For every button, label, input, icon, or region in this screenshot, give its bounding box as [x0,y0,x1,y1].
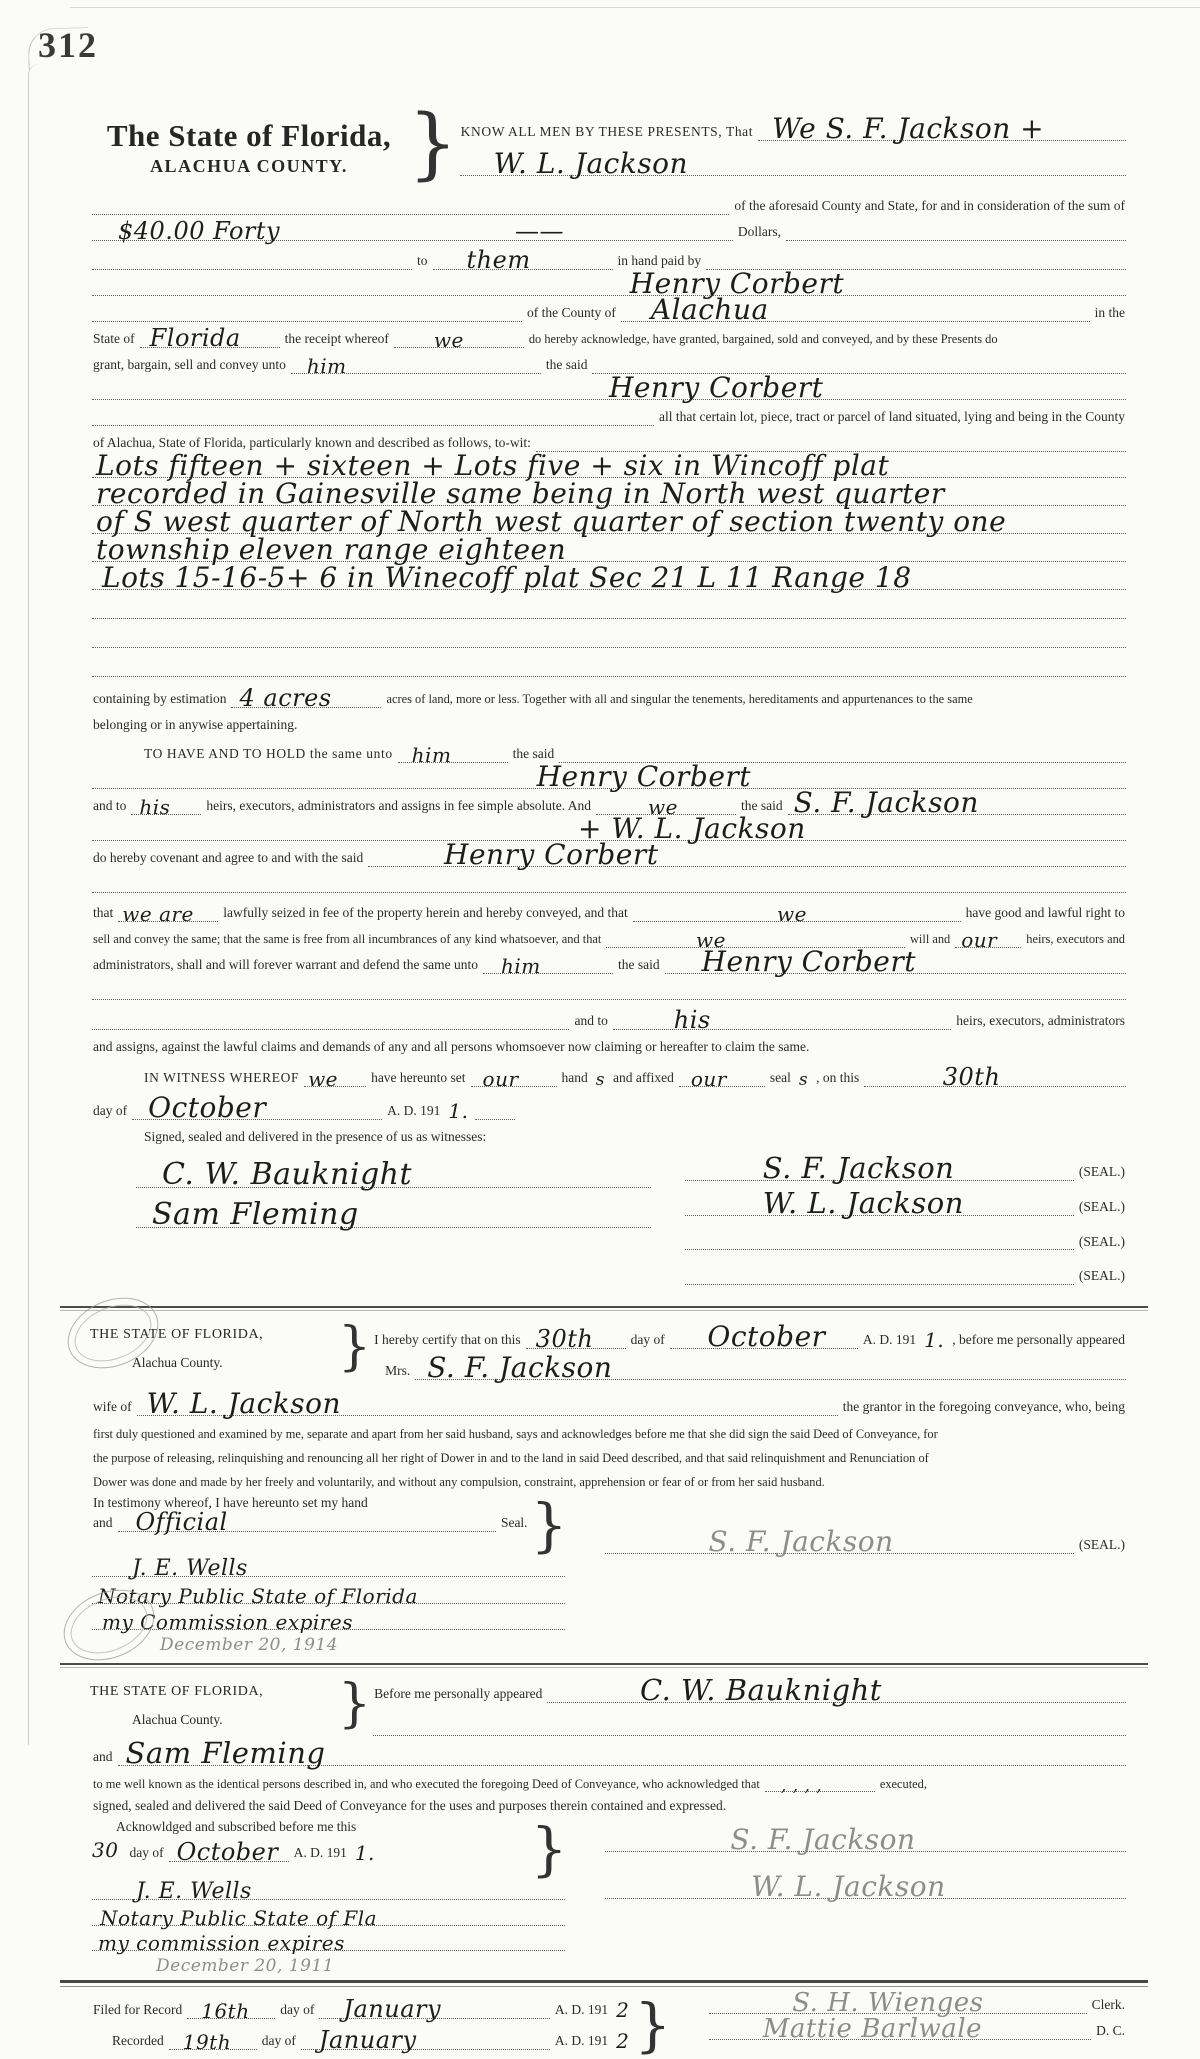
dotted-blank [605,1525,1073,1559]
printed-text: that [93,904,114,920]
section-divider [60,1663,1148,1668]
dower-acknowledgment [90,1317,1128,1389]
printed-text: wife of [93,1399,132,1415]
seal-label: (SEAL.) [1078,1268,1125,1284]
handwritten-description: recorded in Gainesville same being in North west quarter [96,476,945,510]
printed-text: do hereby acknowledge, have granted, bargained, sold and conveyed, and by these Presents do [528,332,998,347]
dotted-blank [92,1610,565,1635]
dotted-blank [187,1999,275,2024]
handwritten-entry: our [961,927,998,952]
dotted-blank [92,887,1126,893]
dotted-blank [765,1776,875,1797]
dotted-blank [679,1066,765,1091]
handwritten-name: Sam Fleming [125,1736,326,1771]
handwritten-grantors: W. L. Jackson [493,147,689,180]
dotted-blank [169,1838,289,1867]
printed-text: have hereunto set [371,1069,466,1085]
handwritten-grantee-name: Henry Corbert [536,759,752,793]
dotted-blank [526,1325,626,1354]
subscribed-brace: } [530,1815,568,1884]
dotted-blank [92,370,1126,404]
dotted-blank [92,266,1126,300]
witness-column [90,1150,653,1299]
notary-column [90,1491,568,1656]
dower-notary-block [90,1491,1128,1656]
dotted-blank [319,1995,550,2024]
dotted-blank [394,327,524,352]
handwritten-acreage: 4 acres [239,683,332,712]
printed-text: of the aforesaid County and State, for and in consideration of the sum of [734,197,1125,213]
printed-text: Acknowldged and subscribed before me this [116,1819,357,1835]
dotted-blank [169,2030,257,2055]
handwritten-entry: our [482,1066,519,1091]
printed-text: seal [769,1069,791,1085]
dotted-blank [92,560,1126,594]
printed-text: of Alachua, State of Florida, particularly known and described as follows, to-wit: [93,434,531,450]
handwritten-description: township eleven range eighteen [96,532,567,566]
printed-text: Alachua County. [132,1355,223,1371]
printed-text: first duly questioned and examined by me, separate and apart from her said husband, says and acknowledges before me that she did sign the said Deed of Conveyance, for [93,1426,938,1441]
printed-text: IN WITNESS WHEREOF [144,1069,300,1085]
handwritten-day: 30th [942,1062,1001,1091]
handwritten-grantor-name: + W. L. Jackson [577,811,806,845]
dotted-blank [475,1114,515,1120]
dotted-blank [92,1879,565,1905]
handwritten-amount: $40.00 Forty [118,216,281,245]
handwritten-grantors: We S. F. Jackson + [772,112,1045,145]
handwritten-commission-date: December 20, 1914 [160,1635,339,1656]
dotted-blank [132,1090,382,1124]
handwritten-grantor-name: S. F. Jackson [793,785,979,819]
handwritten-plural-s: s [798,1069,809,1090]
printed-text: signed, sealed and delivered the said Deed of Conveyance for the uses and purposes therein contained and expressed. [93,1798,727,1814]
handwritten-entry: we [695,927,726,952]
printed-text: acres of land, more or less. Together with all and singular the tenements, hereditaments and appurtenances to the same [386,692,973,707]
handwritten-year: 1. [354,1841,375,1866]
printed-text: TO HAVE AND TO HOLD the same unto [144,745,393,761]
handwritten-entry: him [306,353,347,378]
dotted-blank [92,216,733,245]
printed-text: In testimony whereof, I have hereunto set my hand [93,1495,368,1511]
handwritten-notary-signature: J. E. Wells [132,1556,248,1582]
printed-text: executed, [879,1776,927,1791]
seal-label: (SEAL.) [1078,1537,1125,1553]
handwritten-notary-signature: J. E. Wells [136,1879,252,1905]
printed-text: A. D. 191 [554,2002,609,2018]
handwritten-year: 1. [924,1328,945,1353]
handwritten-commission: my Commission expires [102,1610,353,1635]
dotted-blank [685,1150,1074,1185]
printed-text: the receipt whereof [284,330,389,346]
handwritten-signature: S. F. Jackson [708,1525,894,1559]
dotted-blank [368,837,1126,871]
handwritten-entry: him [411,742,452,767]
seal-label: (SEAL.) [1078,1163,1125,1179]
printed-text: the said [741,797,783,813]
dotted-blank [92,1584,565,1609]
seal-label: (SEAL.) [1078,1233,1125,1249]
dotted-blank [92,671,1126,677]
handwritten-entry: our [690,1066,727,1091]
dotted-blank [758,112,1126,145]
page-number: 312 [38,25,98,65]
handwritten-description: Lots 15-16-5+ 6 in Winecoff plat Sec 21 L 11 Range 18 [102,560,912,594]
printed-text: do hereby covenant and agree to and with the said [93,849,364,865]
dotted-blank [131,794,201,819]
dotted-blank [92,994,1126,1000]
dotted-blank [665,944,1126,978]
dotted-blank [137,1387,838,1421]
printed-text: day of [280,2002,315,2018]
handwritten-month: October [176,1838,279,1867]
printed-text: the said [512,745,555,761]
printed-text: of the County of [527,304,616,320]
printed-text: and assigns, against the lawful claims and demands of any and all persons whomsoever now claiming or hereafter to claim the same. [93,1038,810,1054]
printed-text: to [417,252,428,268]
printed-text: Mrs. [385,1363,411,1379]
handwritten-state: Florida [149,323,241,352]
printed-text: Alachua County. [132,1712,223,1728]
handwritten-description: of S west quarter of North west quarter of section twenty one [96,504,1007,538]
printed-text: containing by estimation [93,690,227,706]
handwritten-commission-date: December 20, 1911 [156,1956,335,1977]
handwritten-witness-signature: Sam Fleming [152,1196,359,1232]
printed-text: I hereby certify that on this [374,1332,521,1348]
ack-signature-column [567,1819,1128,1904]
handwritten-official: Official [135,1508,228,1537]
seal-label: (SEAL.) [1078,1198,1125,1214]
handwritten-entry: him [501,953,541,978]
printed-text: belonging or in anywise appertaining. [93,716,298,732]
dotted-blank [685,1279,1074,1285]
printed-text: Filed for Record [93,2002,183,2018]
handwritten-signature: S. F. Jackson [730,1823,916,1857]
printed-text: Recorded [112,2033,164,2049]
printed-text: Before me personally appeared [374,1686,543,1702]
page-title: The State of Florida, [106,118,392,153]
handwritten-year: 2 [616,1998,630,2023]
handwritten-grantee-name: Henry Corbert [444,837,659,871]
printed-text: in hand paid by [617,252,702,268]
printed-text: grant, bargain, sell and convey unto [93,356,286,372]
handwritten-entry: , , , , [780,1776,823,1797]
handwritten-plural-s: s [595,1069,606,1090]
printed-text: Signed, sealed and delivered in the presence of us as witnesses: [144,1128,487,1144]
printed-text: heirs, executors, administrators and assigns in fee simple absolute. And [206,797,592,813]
printed-text: heirs, executors, administrators [956,1012,1125,1028]
handwritten-day: 30 [92,1838,119,1863]
clerk-label: Clerk. [1091,1997,1125,2013]
dotted-blank [118,901,218,926]
dotted-blank [92,316,522,322]
dotted-blank [140,323,280,352]
handwritten-grantor-signature: S. F. Jackson [762,1150,955,1185]
county-subtitle: ALACHUA COUNTY. [150,156,348,176]
printed-text: day of [630,1332,665,1348]
printed-text: lawfully seized in fee of the property herein and hereby conveyed, and that [223,904,628,920]
printed-text: THE STATE OF FLORIDA, [90,1327,264,1343]
record-brace: } [634,1991,672,2059]
handwritten-signature: W. L. Jackson [751,1870,946,1904]
testimony-brace: } [530,1491,568,1560]
witness-acknowledgment [90,1673,1128,1745]
printed-text: all that certain lot, piece, tract or parcel of land situated, lying and being in the County [659,408,1125,424]
record-right [671,1988,1128,2049]
printed-text: and [93,1749,113,1765]
handwritten-witness-signature: C. W. Bauknight [162,1156,413,1192]
printed-text: and affixed [613,1069,674,1085]
dotted-blank [92,613,1126,619]
handwritten-year: 2 [616,2029,630,2054]
dotted-blank [136,1156,651,1192]
printed-text: A. D. 191 [293,1845,347,1861]
handwritten-month: October [148,1090,267,1124]
handwritten-county: Alachua [650,292,769,326]
page-binding-edge [28,64,39,1745]
printed-text: day of [93,1102,128,1118]
handwritten-entry: his [673,1005,711,1034]
dotted-blank [118,1736,1127,1771]
dotted-blank [373,1730,1126,1736]
dotted-blank [92,420,654,426]
printed-text: , on this [816,1069,860,1085]
printed-text: and to [93,797,127,813]
handwritten-day: 16th [201,1999,250,2024]
dotted-blank [92,1024,569,1030]
handwritten-entry: we [308,1066,339,1091]
dotted-blank [92,1556,565,1582]
dotted-blank [291,353,541,378]
notary-column [90,1815,568,1977]
printed-text: the said [545,356,588,372]
printed-text: day of [261,2033,296,2049]
printed-text: Seal. [500,1515,528,1531]
dotted-blank [483,953,613,978]
handwritten-commission: my commission expires [98,1931,345,1956]
handwritten-deputy-signature: Mattie Barlwale [762,2014,983,2045]
section-divider [60,1306,1148,1311]
handwritten-entry: we are [122,901,194,926]
deed-record-page [38,0,1128,2059]
handwritten-day: 30th [535,1325,594,1354]
handwritten-name: C. W. Bauknight [639,1673,882,1708]
handwritten-grantee-name: Henry Corbert [609,370,824,404]
handwritten-entry: them [466,245,531,274]
dotted-blank [605,1823,1126,1857]
printed-text: KNOW ALL MEN BY THESE PRESENTS, That [460,124,754,140]
dotted-blank [231,683,381,712]
dotted-blank [670,1320,858,1354]
handwritten-month: October [707,1320,826,1354]
printed-text: the said [618,956,660,972]
printed-text: sell and convey the same; that the same is free from all incumbrances of any kind whatsoever, and that [93,932,602,947]
printed-text: in the [1094,304,1125,320]
ack-lines [371,1673,1128,1745]
printed-text: Dower was done and made by her freely and voluntarily, and without any compulsion, constraint, apprehension or fear of or from her said husband. [93,1474,825,1489]
printed-text: heirs, executors and [1026,932,1125,947]
dotted-blank [92,1906,565,1931]
dotted-blank [786,235,1126,241]
dotted-blank [864,1062,1126,1091]
handwritten-grantee-name: Henry Corbert [629,266,845,300]
printed-text: to me well known as the identical persons described in, and who executed the foregoing Deed of Conveyance, who acknowledged that [93,1776,760,1791]
section-brace: } [338,1317,372,1378]
handwritten-month: January [343,1995,442,2024]
handwritten-notary-title: Notary Public State of Florida [98,1584,418,1609]
dotted-blank [398,742,508,767]
dotted-blank [92,642,1126,648]
dotted-blank [92,1931,565,1956]
header-brace: } [408,99,458,189]
handwritten-notary-title: Notary Public State of Fla [100,1906,378,1931]
handwritten-entry: his [139,794,171,819]
seal-column [653,1150,1128,1299]
printed-text: day of [129,1845,164,1861]
signature-section [90,1150,1128,1299]
handwritten-description: Lots fifteen + sixteen + Lots five + six in Wincoff plat [96,448,890,482]
dotted-blank [304,1066,366,1091]
dotted-blank [709,2014,1091,2045]
handwritten-grantee-name: Henry Corbert [701,944,916,978]
handwritten-month: January [318,2026,417,2055]
printed-text: the grantor in the foregoing conveyance, who, being [842,1399,1125,1415]
printed-text: hand [561,1069,588,1085]
handwritten-entry: we [777,901,807,926]
printed-text: THE STATE OF FLORIDA, [90,1684,264,1700]
printed-text: administrators, shall and will forever warrant and defend the same unto [93,956,479,972]
dower-signature-column [567,1495,1128,1559]
dotted-blank [613,1005,951,1034]
record-block [90,1988,1128,2059]
printed-text: A. D. 191 [387,1102,441,1118]
section-brace: } [338,1674,372,1735]
dotted-blank [955,927,1021,952]
dotted-blank [433,245,613,274]
dower-lines [371,1321,1128,1389]
printed-text: , before me personally appeared [952,1332,1125,1348]
printed-text: have good and lawful right to [965,904,1125,920]
dotted-blank [685,1185,1074,1220]
printed-text: State of [93,330,135,346]
state-title-block [90,84,408,177]
printed-text: Dollars, [737,223,781,239]
handwritten-entry: we [648,794,679,819]
dotted-blank [118,1508,496,1537]
dotted-blank [788,785,1126,819]
handwritten-clerk-signature: S. H. Wienges [792,1988,984,2019]
handwritten-day: 19th [182,2030,232,2055]
record-left [90,1991,672,2059]
dotted-blank [460,147,1126,180]
handwritten-grantor-signature: W. L. Jackson [762,1185,964,1220]
printed-text: and [93,1515,113,1531]
record-divider [60,1980,1148,1987]
document-header [90,84,1128,188]
printed-text: and to [574,1012,608,1028]
printed-text: A. D. 191 [862,1332,917,1348]
dotted-blank [633,901,961,926]
ack-notary-block [90,1815,1128,1977]
handwritten-dash: —— [514,216,564,245]
state-heading-block [90,1678,338,1728]
header-opening-lines [458,84,1128,185]
dotted-blank [415,1351,1126,1385]
dotted-blank [471,1066,557,1091]
dotted-blank [301,2026,550,2055]
handwritten-name: W. L. Jackson [146,1387,342,1421]
handwritten-name: S. F. Jackson [427,1351,613,1385]
dotted-blank [92,209,729,215]
printed-text: the purpose of releasing, relinquishing and renouncing all her right of Dower in and to the land in said Deed described, and that said relinquishment and Renunciation of [93,1450,929,1465]
dotted-blank [136,1196,651,1232]
handwritten-entry: we [433,327,464,352]
dotted-blank [605,1870,1126,1904]
printed-text: A. D. 191 [554,2033,609,2049]
handwritten-year: 1. [448,1098,469,1123]
dotted-blank [547,1673,1126,1708]
deputy-clerk-label: D. C. [1096,2023,1125,2039]
dotted-blank [685,1244,1074,1250]
dotted-blank [92,264,412,270]
dotted-blank [621,292,1090,326]
printed-text: will and [909,932,951,947]
